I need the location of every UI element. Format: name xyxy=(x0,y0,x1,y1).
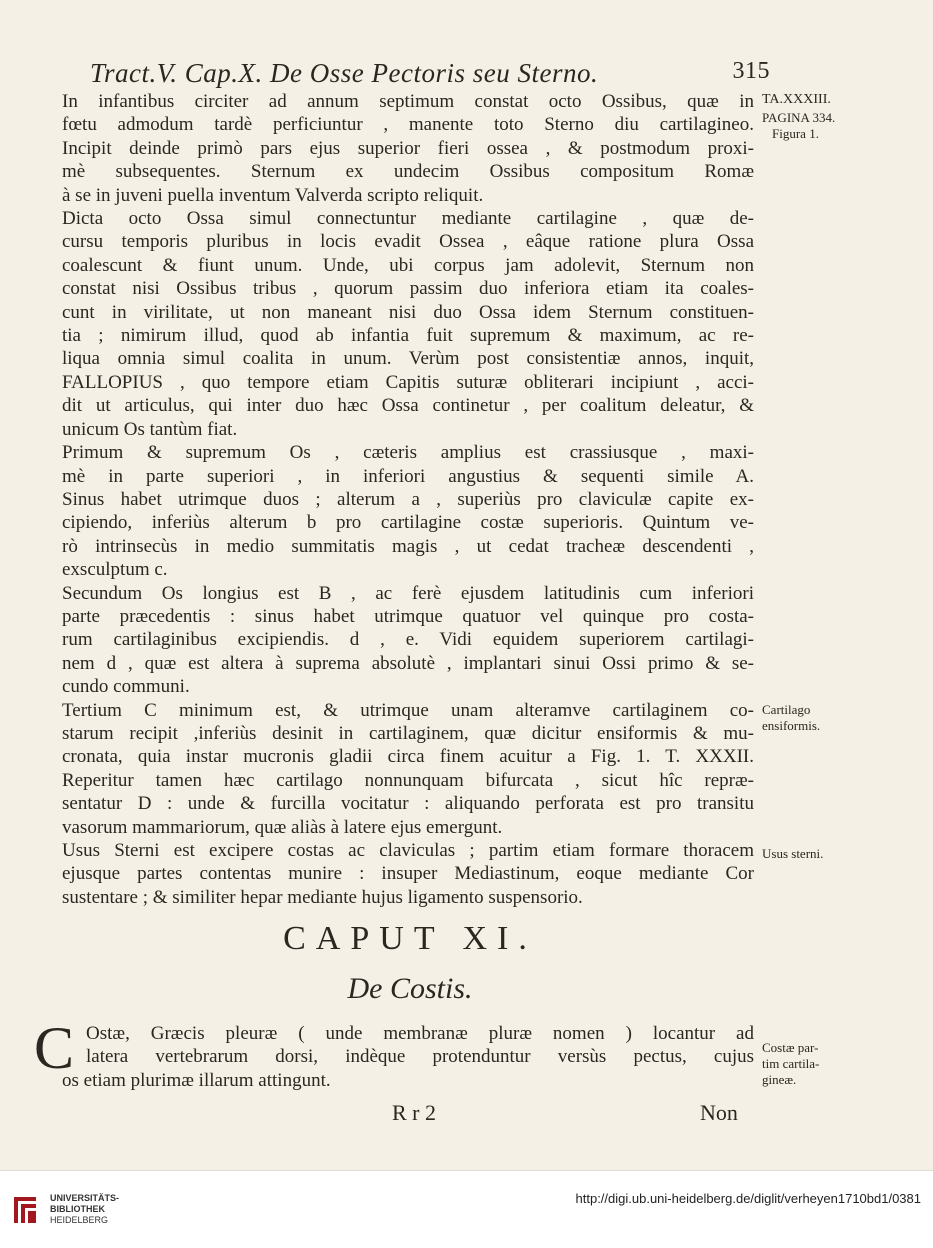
source-url-link[interactable]: http://digi.ub.uni-heidelberg.de/diglit/verheyen1710bd1/0381 xyxy=(575,1191,921,1206)
running-head-title: Tract.V. Cap.X. De Osse Pectoris seu Sterno. xyxy=(90,58,599,88)
margin-note-cartilago: Cartilago xyxy=(762,702,811,717)
text-line: Incipit deinde primò pars ejus superior fieri ossea , & postmodum proxi- xyxy=(62,137,754,159)
logo-text-line2: BIBLIOTHEK xyxy=(50,1204,105,1214)
text-line: cunt in virilitate, ut non maneant nisi duo Ossa idem Sternum constituen- xyxy=(62,301,754,323)
text-line: rum cartilaginibus excipiendis. d , e. Vidi equidem superiorem cartilagi- xyxy=(62,629,754,651)
library-logo-icon xyxy=(10,1193,40,1227)
text-line: FALLOPIUS , quo tempore etiam Capitis suturæ obliterari incipiunt , acci- xyxy=(62,371,754,393)
text-line: à se in juveni puella inventum Valverda scripto reliquit. xyxy=(62,184,484,206)
drop-capital: C xyxy=(34,1015,75,1081)
catchword: Non xyxy=(700,1100,738,1125)
text-line: exsculptum c. xyxy=(62,559,168,581)
costae-paragraph xyxy=(62,1022,754,1092)
text-line: rò intrinsecùs in medio summitatis magis , ut cedat tracheæ descendenti , xyxy=(62,535,754,557)
text-line: cundo communi. xyxy=(62,676,190,698)
text-line: Dicta octo Ossa simul connectuntur mediante cartilagine , quæ de- xyxy=(62,208,754,230)
text-line: Tertium C minimum est, & utrimque unam alteramve cartilaginem co- xyxy=(62,699,754,721)
logo-text-line1: UNIVERSITÄTS- xyxy=(50,1193,120,1203)
text-line: liqua omnia simul coalita in unum. Verùm post consistentiæ annos, inquit, xyxy=(62,348,754,370)
text-line: cipiendo, inferiùs alterum b pro cartilagine costæ superioris. Quintum ve- xyxy=(62,512,754,534)
text-line: vasorum mammariorum, quæ aliàs à latere ejus emergunt. xyxy=(62,816,503,838)
margin-note-costae-2: tim cartila- xyxy=(762,1056,820,1071)
text-line: starum recipit ,inferiùs desinit in cartilaginem, quæ dicitur ensiformis & mu- xyxy=(62,722,754,744)
text-line: unicum Os tantùm fiat. xyxy=(62,418,238,440)
text-line: sentatur D : unde & furcilla vocitatur : aliquando perforata est pro transitu xyxy=(62,793,754,815)
margin-note-usus: Usus sterni. xyxy=(762,846,824,861)
text-line: Usus Sterni est excipere costas ac claviculas ; partim etiam formare thoracem xyxy=(62,840,754,861)
text-line: mè in parte superiori , in inferiori angustius & sequenti simile A. xyxy=(62,465,754,487)
text-line: sustentare ; & similiter hepar mediante hujus ligamento suspensorio. xyxy=(62,886,583,908)
viewer-footer xyxy=(0,1170,933,1248)
text-line: parte præcedentis : sinus habet utrimque quatuor vel quinque pro costa- xyxy=(62,605,754,627)
margin-note-figura: Figura 1. xyxy=(772,126,819,141)
costae-line: latera vertebrarum dorsi, indèque protenduntur versùs pectus, cujus xyxy=(86,1046,754,1068)
text-line: dit ut articulus, qui inter duo hæc Ossa continetur , per coalitum deleatur, & xyxy=(62,395,754,417)
text-line: mè subsequentes. Sternum ex undecim Ossibus compositum Romæ xyxy=(62,161,754,183)
text-line: Sinus habet utrimque duos ; alterum a , superiùs pro claviculæ capite ex- xyxy=(62,488,754,510)
text-line: tia ; nimirum illud, quod ab infantia fuit supremum & maximum, ac re- xyxy=(62,325,754,347)
text-line: Primum & supremum Os , cæteris amplius est crassiusque , maxi- xyxy=(62,442,754,464)
signature-mark: R r 2 xyxy=(392,1100,436,1125)
chapter-subtitle: De Costis. xyxy=(347,972,473,1005)
margin-note-tab: TA.XXXIII. xyxy=(762,92,831,107)
margin-note-costae-1: Costæ par- xyxy=(762,1040,819,1055)
text-line: In infantibus circiter ad annum septimum constat octo Ossibus, quæ in xyxy=(62,91,754,112)
logo-text-line3: HEIDELBERG xyxy=(50,1215,109,1225)
university-library-logo[interactable] xyxy=(10,1191,160,1231)
text-line: cronata, quia instar mucronis gladii circa finem acuitur a Fig. 1. T. XXXII. xyxy=(62,746,754,768)
text-line: fœtu admodum tardè perficiuntur , manente toto Sterno diu cartilagineo. xyxy=(62,114,754,136)
margin-note-costae-3: gineæ. xyxy=(762,1072,797,1087)
text-line: constat nisi Ossibus tribus , quorum passim duo inferiora etiam ita coales- xyxy=(62,278,754,300)
text-line: cursu temporis pluribus in locis evadit Ossea , eâque ratione plura Ossa xyxy=(62,231,754,253)
text-line: ejusque partes contentas munire : insuper Mediastinum, eoque mediante Cor xyxy=(62,863,754,885)
margin-note-pagina: PAGINA 334. xyxy=(762,110,836,125)
running-head xyxy=(90,58,770,89)
text-line: Reperitur tamen hæc cartilago nonnunquam bifurcata , sicut hîc repræ- xyxy=(62,769,754,791)
text-line: Secundum Os longius est B , ac ferè ejusdem latitudinis cum inferiori xyxy=(62,582,754,604)
margin-note-ensiformis: ensiformis. xyxy=(762,718,821,733)
text-line: coalescunt & fiunt unum. Unde, ubi corpus jam adolevit, Sternum non xyxy=(62,254,754,276)
costae-line: os etiam plurimæ illarum attingunt. xyxy=(62,1069,331,1091)
text-line: nem d , quæ est altera à suprema absolutè , implantari sinui Ossi primo & se- xyxy=(62,652,754,674)
costae-line: Ostæ, Græcis pleuræ ( unde membranæ pluræ nomen ) locantur ad xyxy=(86,1023,754,1044)
main-text-block xyxy=(62,90,754,909)
page-number: 315 xyxy=(732,58,770,84)
chapter-heading: CAPUT XI. xyxy=(283,920,537,957)
